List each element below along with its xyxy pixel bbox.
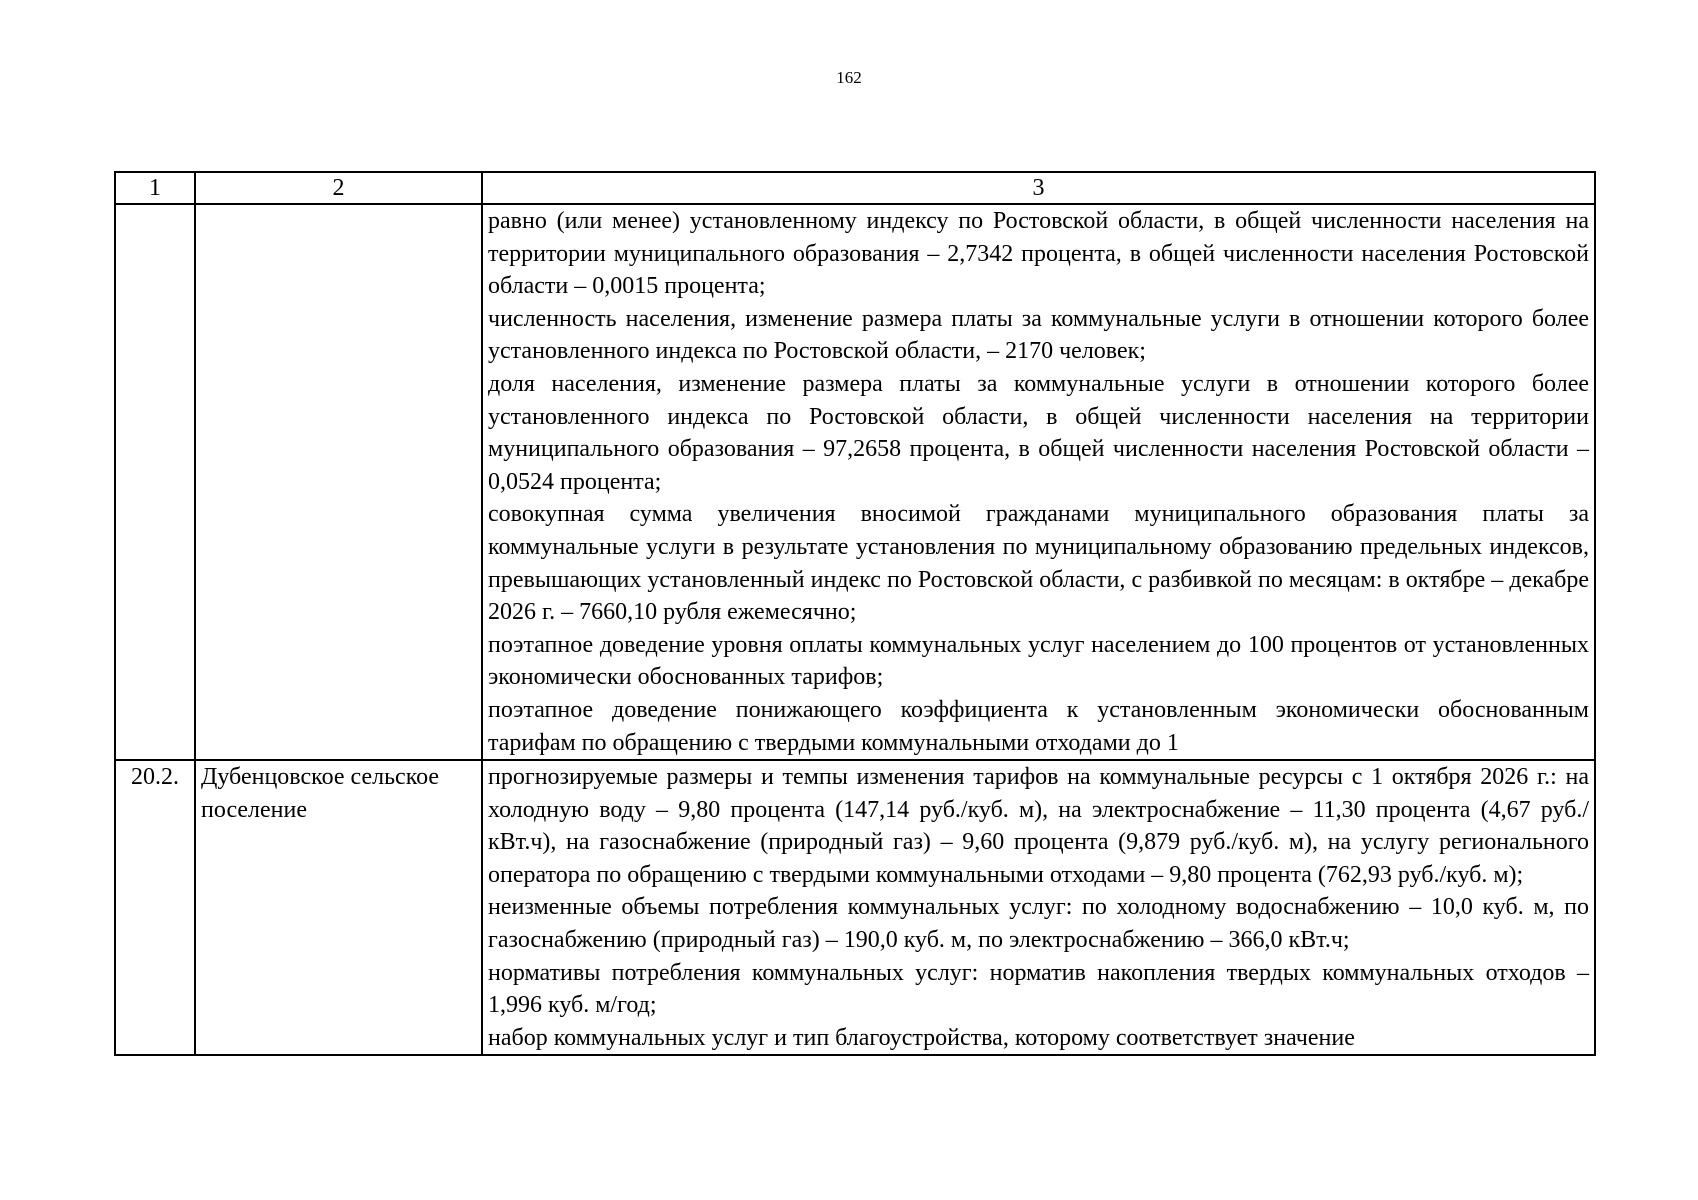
table-row xyxy=(115,204,1595,760)
row-number-cell xyxy=(115,204,195,760)
description-paragraph: прогнозируемые размеры и темпы изменения тарифов на коммунальные ресурсы с 1 октября 2026 г.: на холодную воду – 9,80 процента (147,14 руб./куб. м), на электроснабжение – 11,30 процента (4,67 руб./кВт.ч), на газоснабжение (природный газ) – 9,60 процента (9,879 руб./куб. м), на услугу регионального оператора по обращению с твердыми коммунальными отходами – 9,80 процента (762,93 руб./куб. м); xyxy=(488,764,1589,888)
description-paragraph: поэтапное доведение понижающего коэффициента к установленным экономически обоснованным тарифам по обращению с твердыми коммунальными отходами до 1 xyxy=(488,696,1589,756)
column-header-3: 3 xyxy=(482,172,1595,204)
settlement-name-cell: Дубенцовское сельское поселение xyxy=(195,760,482,1055)
row-number-cell: 20.2. xyxy=(115,760,195,1055)
description-paragraph: поэтапное доведение уровня оплаты коммунальных услуг населением до 100 процентов от установленных экономически обоснованных тарифов; xyxy=(488,631,1589,691)
description-cell xyxy=(482,760,1595,1055)
description-paragraph: равно (или менее) установленному индексу по Ростовской области, в общей численности населения на территории муниципального образования – 2,7342 процента, в общей численности населения Ростовской области – 0,0015 процента; xyxy=(488,208,1589,300)
column-header-2: 2 xyxy=(195,172,482,204)
page-number: 162 xyxy=(836,68,862,87)
description-cell xyxy=(482,204,1595,760)
table-row xyxy=(115,760,1595,1055)
settlement-name-cell xyxy=(195,204,482,760)
description-paragraph: неизменные объемы потребления коммунальных услуг: по холодному водоснабжению – 10,0 куб. м, по газоснабжению (природный газ) – 190,0 куб. м, по электроснабжению – 366,0 кВт.ч; xyxy=(488,894,1589,954)
description-paragraph: набор коммунальных услуг и тип благоустройства, которому соответствует значение xyxy=(488,1024,1355,1051)
content-table xyxy=(114,171,1596,1056)
description-paragraph: доля населения, изменение размера платы за коммунальные услуги в отношении которого более установленного индекса по Ростовской области, в общей численности населения на территории муниципального образования – 97,2658 процента, в общей численности населения Ростовской области – 0,0524 процента; xyxy=(488,370,1589,495)
description-paragraph: нормативы потребления коммунальных услуг: норматив накопления твердых коммунальных отходов – 1,996 куб. м/год; xyxy=(488,959,1589,1019)
description-paragraph: численность населения, изменение размера платы за коммунальные услуги в отношении которого более установленного индекса по Ростовской области, – 2170 человек; xyxy=(488,305,1589,365)
table-header-row xyxy=(115,172,1595,204)
column-header-1: 1 xyxy=(115,172,195,204)
description-paragraph: совокупная сумма увеличения вносимой гражданами муниципального образования платы за коммунальные услуги в результате установления по муниципальному образованию предельных индексов, превышающих установленный индекс по Ростовской области, с разбивкой по месяцам: в октябре – декабре 2026 г. – 7660,10 рубля ежемесячно; xyxy=(488,501,1589,626)
